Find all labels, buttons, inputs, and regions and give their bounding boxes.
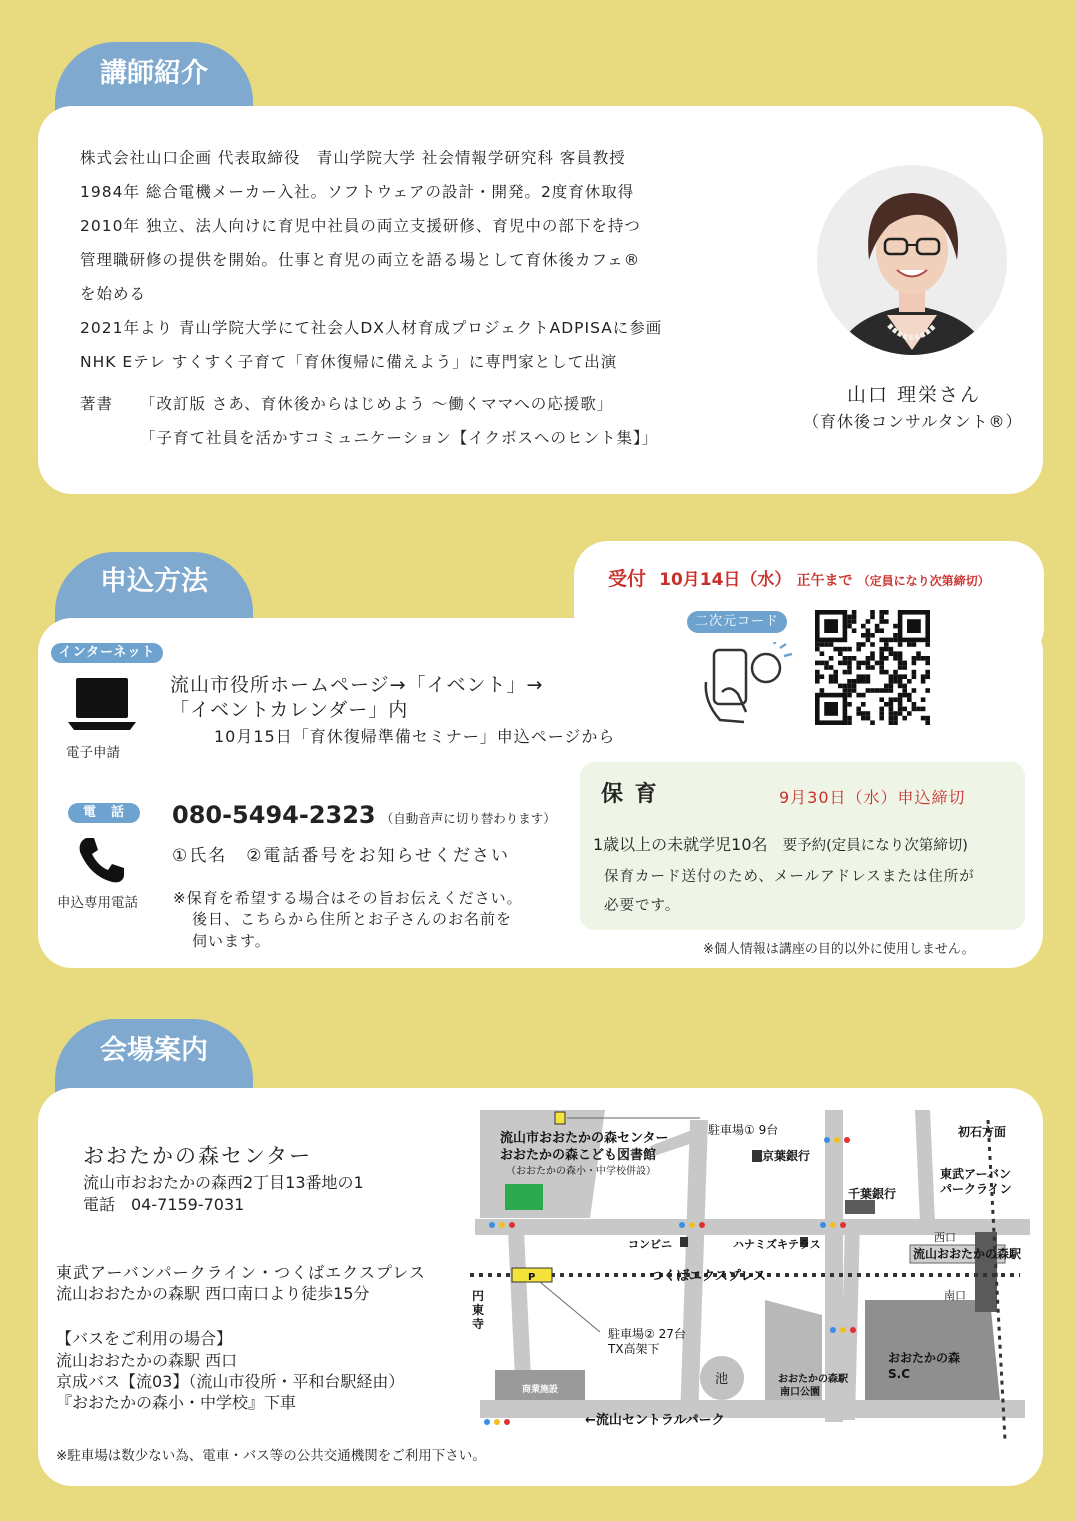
smartphone-tap-icon — [702, 642, 794, 728]
childcare-capacity — [593, 832, 968, 855]
map-keiyo: 京葉銀行 — [762, 1149, 811, 1163]
venue-tab — [55, 1019, 253, 1099]
map-tobu-1: 東武アーバン — [940, 1167, 1012, 1181]
phone-icon — [76, 834, 128, 886]
access-map — [460, 1100, 1030, 1440]
laptop-icon — [66, 676, 138, 734]
sc-block — [865, 1300, 1000, 1400]
phone-childcare-note-2: 後日、こちらから住所とお子さんのお名前を — [192, 910, 513, 928]
bio-line: NHK Eテレ すくすく子育て「育休復帰に備えよう」に専門家として出演 — [80, 353, 618, 371]
map-sc-2: S.C — [888, 1367, 911, 1381]
map-station: 流山おおたかの森駅 — [913, 1247, 1022, 1261]
map-park-1: おおたかの森駅 — [778, 1374, 848, 1385]
map-konbini: コンビニ — [628, 1238, 672, 1251]
childcare-title: 保 育 — [601, 782, 659, 807]
instructor-heading: 講師紹介 — [100, 58, 208, 89]
deadline-date: 10月14日（水） — [659, 570, 792, 590]
school-green — [505, 1184, 543, 1210]
map-entoji-2: 東 — [472, 1303, 485, 1317]
book-title-2: 「子育て社員を活かすコミュニケーション【イクボスへのヒント集】」 — [140, 429, 659, 447]
map-parking-2b: TX高架下 — [608, 1342, 660, 1356]
instructor-bio — [80, 141, 800, 379]
venue-name: おおたかの森センター — [83, 1144, 313, 1168]
books-label: 著書 — [80, 395, 114, 413]
map-hatsuishi: 初石方面 — [958, 1125, 1007, 1139]
map-tobu-2: パークライン — [940, 1182, 1012, 1196]
phone-number-value: 080-5494-2323 — [172, 801, 376, 829]
childcare-capacity-main: 1歳以上の未就学児10名 — [593, 835, 768, 854]
application-tab — [55, 552, 253, 626]
deadline-note: （定員になり次第締切） — [857, 574, 990, 588]
venue-bus-1: 流山おおたかの森駅 西口 — [56, 1351, 238, 1370]
parking-note: ※駐車場は数少ない為、電車・バス等の公共交通機関をご利用下さい。 — [56, 1448, 486, 1464]
map-center-1: 流山市おおたかの森センター — [500, 1131, 669, 1146]
map-entoji-1: 円 — [472, 1289, 485, 1303]
map-park-2: 南口公園 — [780, 1387, 820, 1398]
map-center-2: おおたかの森こども図書館 — [500, 1148, 657, 1163]
childcare-capacity-note: 要予約(定員になり次第締切) — [782, 838, 968, 854]
venue-bus-heading: 【バスをご利用の場合】 — [56, 1329, 233, 1348]
map-sc-1: おおたかの森 — [888, 1351, 961, 1365]
instructor-portrait — [817, 165, 1007, 355]
childcare-note-1: 保育カード送付のため、メールアドレスまたは住所が — [604, 869, 975, 885]
qr-label: 二次元コード — [687, 611, 787, 633]
phone-instructions: ①氏名 ②電話番号をお知らせください — [172, 846, 510, 866]
bio-line: 管理職研修の提供を開始。仕事と育児の両立を語る場として育休後カフェ® — [80, 251, 641, 269]
map-parking-1: 駐車場① 9台 — [708, 1123, 779, 1137]
deadline-suffix: 正午まで — [796, 573, 853, 589]
phone-pill: 電 話 — [68, 803, 140, 823]
childcare-note-2: 必要です。 — [604, 898, 681, 914]
phone-caption: 申込専用電話 — [57, 895, 138, 911]
map-tx: つくばエクスプレス — [650, 1269, 766, 1284]
instructor-name: 山口 理栄さん — [847, 384, 982, 406]
venue-bus-3: 『おおたかの森小・中学校』下車 — [56, 1393, 297, 1412]
phone-number — [172, 801, 556, 829]
instructor-tab — [55, 42, 253, 116]
bio-line: 2010年 独立、法人向けに育児中社員の両立支援研修、育児中の部下を持つ — [80, 217, 641, 235]
bio-line: を始める — [80, 285, 147, 303]
venue-address: 流山市おおたかの森西2丁目13番地の1 — [83, 1173, 364, 1192]
deadline — [608, 564, 990, 591]
map-center-3: （おおたかの森小・中学校併設） — [506, 1166, 656, 1177]
internet-line-1: 流山市役所ホームページ→「イベント」→ — [170, 674, 544, 696]
instructor-role: （育休後コンサルタント®） — [803, 412, 1023, 431]
deadline-label: 受付 — [608, 568, 647, 590]
map-commercial: 商業施設 — [522, 1385, 559, 1395]
bio-line: 2021年より 青山学院大学にて社会人DX人材育成プロジェクトADPISAに参画 — [80, 319, 663, 337]
phone-childcare-note-3: 伺います。 — [192, 932, 271, 950]
privacy-note: ※個人情報は講座の目的以外に使用しません。 — [703, 942, 975, 957]
map-entoji-3: 寺 — [472, 1317, 485, 1331]
internet-line-3: 10月15日「育休復帰準備セミナー」申込ページから — [214, 727, 616, 746]
venue-train-1: 東武アーバンパークライン・つくばエクスプレス — [56, 1263, 426, 1282]
internet-pill: インターネット — [51, 643, 163, 663]
venue-bus-2: 京成バス【流03】（流山市役所・平和台駅経由） — [56, 1372, 405, 1391]
book-title-1: 「改訂版 さあ、育休後からはじめよう ～働くママへの応援歌」 — [140, 395, 614, 413]
park-block — [765, 1300, 822, 1400]
venue-tel: 電話 04-7159-7031 — [83, 1195, 245, 1214]
internet-caption: 電子申請 — [66, 745, 120, 761]
bio-line: 1984年 総合電機メーカー入社。ソフトウェアの設計・開発。2度育休取得 — [80, 183, 635, 201]
map-p: P — [528, 1272, 536, 1283]
map-hanamizuki: ハナミズキテラス — [733, 1238, 821, 1251]
venue-train-2: 流山おおたかの森駅 西口南口より徒歩15分 — [56, 1284, 370, 1303]
childcare-deadline: 9月30日（水）申込締切 — [779, 788, 966, 807]
phone-childcare-note-1: ※保育を希望する場合はその旨お伝えください。 — [173, 889, 523, 907]
map-ike: 池 — [715, 1372, 729, 1387]
bio-line: 株式会社山口企画 代表取締役 青山学院大学 社会情報学研究科 客員教授 — [80, 149, 626, 167]
map-nishiguchi: 西口 — [934, 1231, 956, 1244]
map-parking-2a: 駐車場② 27台 — [608, 1327, 686, 1341]
map-minamiguchi: 南口 — [944, 1289, 966, 1302]
venue-heading: 会場案内 — [100, 1035, 208, 1066]
internet-line-2: 「イベントカレンダー」内 — [170, 699, 409, 721]
map-chiba: 千葉銀行 — [848, 1187, 897, 1201]
phone-number-note: （自動音声に切り替わります） — [380, 811, 556, 826]
map-central: ←流山セントラルパーク — [585, 1413, 725, 1428]
qr-code[interactable] — [815, 610, 930, 725]
application-heading: 申込方法 — [100, 566, 208, 597]
